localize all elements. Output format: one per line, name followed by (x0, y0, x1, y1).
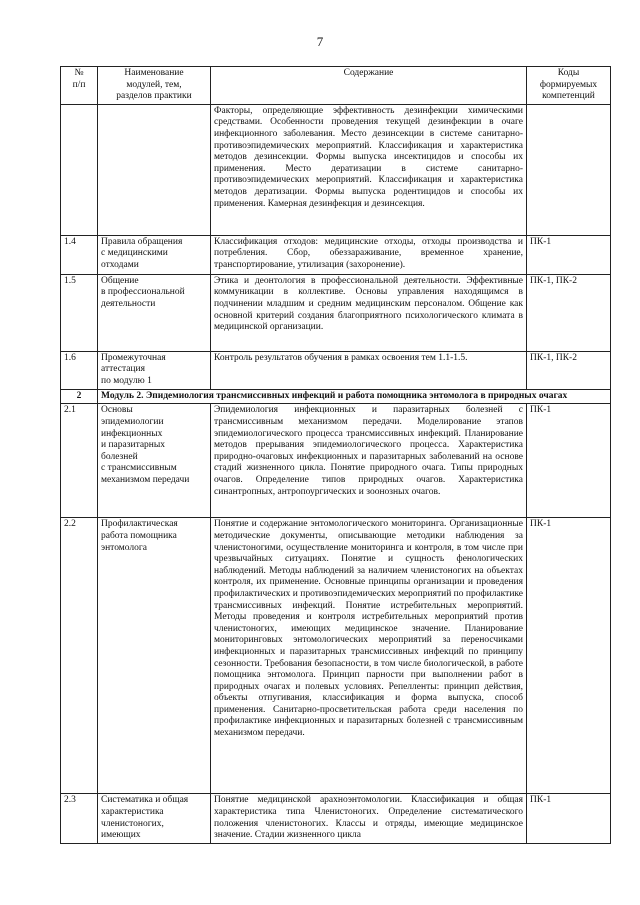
row-num: 2.1 (61, 404, 98, 518)
row-name (98, 104, 211, 235)
row-codes: ПК-1, ПК-2 (527, 351, 611, 389)
table-row (61, 518, 611, 794)
row-codes: ПК-1 (527, 794, 611, 844)
table-row (61, 351, 611, 389)
table-row (61, 104, 611, 235)
row-name: Профилактическая работа помощника энтомолога (98, 518, 211, 794)
row-name: Промежуточная аттестация по модулю 1 (98, 351, 211, 389)
table-row (61, 235, 611, 274)
module-num: 2 (61, 389, 98, 404)
row-content: Понятие и содержание энтомологического мониторинга. Организационные методические документы, описывающие методики наблюдения за членистоногими, осуществление мониторинга и контроля, в том числе при чрезвычайных ситуациях. Понятие и сущность фенологических наблюдений. Методы наблюдений за наличием членистоногих на объектах контроля, их применение. Основные принципы организации и проведения профилактических и противоэпидемических мероприятий по профилактике трансмиссивных инфекций. Понятие истребительных мероприятий. Методы проведения и контроля истребительных мероприятий против членистоногих, имеющих медицинское значение. Планирование мониторинговых энтомологических мероприятий за переносчиками инфекционных и паразитарных трансмиссивных инфекций по принципу сезонности. Требования безопасности, в том числе биологической, в работе помощника энтомолога. Принцип парности при выполнении работ в природных очагах и полевых условиях. Репелленты: принцип действия, объекты отпугивания, классификация и форма выпуска, способ применения. Санитарно-просветительская работа среди населения по профилактике инфекционных и паразитарных болезней с трансмиссивным механизмом передачи. (211, 518, 527, 794)
header-name: Наименование модулей, тем, разделов практики (98, 67, 211, 105)
row-codes: ПК-1 (527, 404, 611, 518)
row-content: Понятие медицинской арахноэнтомологии. Классификация и общая характеристика типа Членистоногих. Определение систематического положения членистоногих. Классы и отряды, имеющие медицинское значение. Стадии жизненного цикла (211, 794, 527, 844)
row-num: 1.5 (61, 274, 98, 351)
row-name: Правила обращения с медицинскими отходами (98, 235, 211, 274)
curriculum-table (60, 66, 611, 844)
header-codes: Коды формируемых компетенций (527, 67, 611, 105)
row-codes: ПК-1 (527, 235, 611, 274)
row-content: Контроль результатов обучения в рамках освоения тем 1.1-1.5. (211, 351, 527, 389)
row-content: Классификация отходов: медицинские отходы, отходы производства и потребления. Сбор, обеззараживание, временное хранение, транспортирование, утилизация (захоронение). (211, 235, 527, 274)
header-num: № п/п (61, 67, 98, 105)
module-title: Модуль 2. Эпидемиология трансмиссивных инфекций и работа помощника энтомолога в природных очагах (98, 389, 611, 404)
row-num: 2.3 (61, 794, 98, 844)
row-num: 1.6 (61, 351, 98, 389)
header-content: Содержание (211, 67, 527, 105)
table-row (61, 404, 611, 518)
page-number: 7 (316, 34, 324, 49)
row-content: Факторы, определяющие эффективность дезинфекции химическими средствами. Особенности проведения текущей дезинфекции в очаге инфекционного заболевания. Место дезинсекции в системе санитарно-противоэпидемических мероприятий. Классификация и характеристика методов дезинсекции. Формы выпуска инсектицидов и способы их применения. Место дератизации в системе санитарно-противоэпидемических мероприятий. Классификация и характеристика методов дератизации. Формы выпуска родентицидов и способы их применения. Камерная дезинфекция и дезинсекция. (211, 104, 527, 235)
table-row (61, 274, 611, 351)
row-name: Общение в профессиональной деятельности (98, 274, 211, 351)
row-codes (527, 104, 611, 235)
table-header-row (61, 67, 611, 105)
row-codes: ПК-1 (527, 518, 611, 794)
row-name: Систематика и общая характеристика членистоногих, имеющих (98, 794, 211, 844)
row-content: Эпидемиология инфекционных и паразитарных болезней с трансмиссивным механизмом передачи. Моделирование этапов эпидемиологического процесса трансмиссивных инфекций. Планирование методов прерывания эпидемиологического процесса. Характеристика природно-очаговых инфекционных и паразитарных заболеваний на основе стадий жизненного цикла. Понятие природного очага. Типы природных очагов. Определение типов природных очагов. Характеристика синантропных, антропоургических и зоонозных очагов. (211, 404, 527, 518)
row-name: Основы эпидемиологии инфекционных и паразитарных болезней с трансмиссивным механизмом передачи (98, 404, 211, 518)
row-num: 1.4 (61, 235, 98, 274)
row-content: Этика и деонтология в профессиональной деятельности. Эффективные коммуникации в коллективе. Основы управления находящимся в подчинении младшим и средним медицинским персоналом. Общение как основной критерий создания благоприятного психологического климата в медицинской организации. (211, 274, 527, 351)
table-row (61, 794, 611, 844)
row-num (61, 104, 98, 235)
row-num: 2.2 (61, 518, 98, 794)
module-header-row (61, 389, 611, 404)
row-codes: ПК-1, ПК-2 (527, 274, 611, 351)
